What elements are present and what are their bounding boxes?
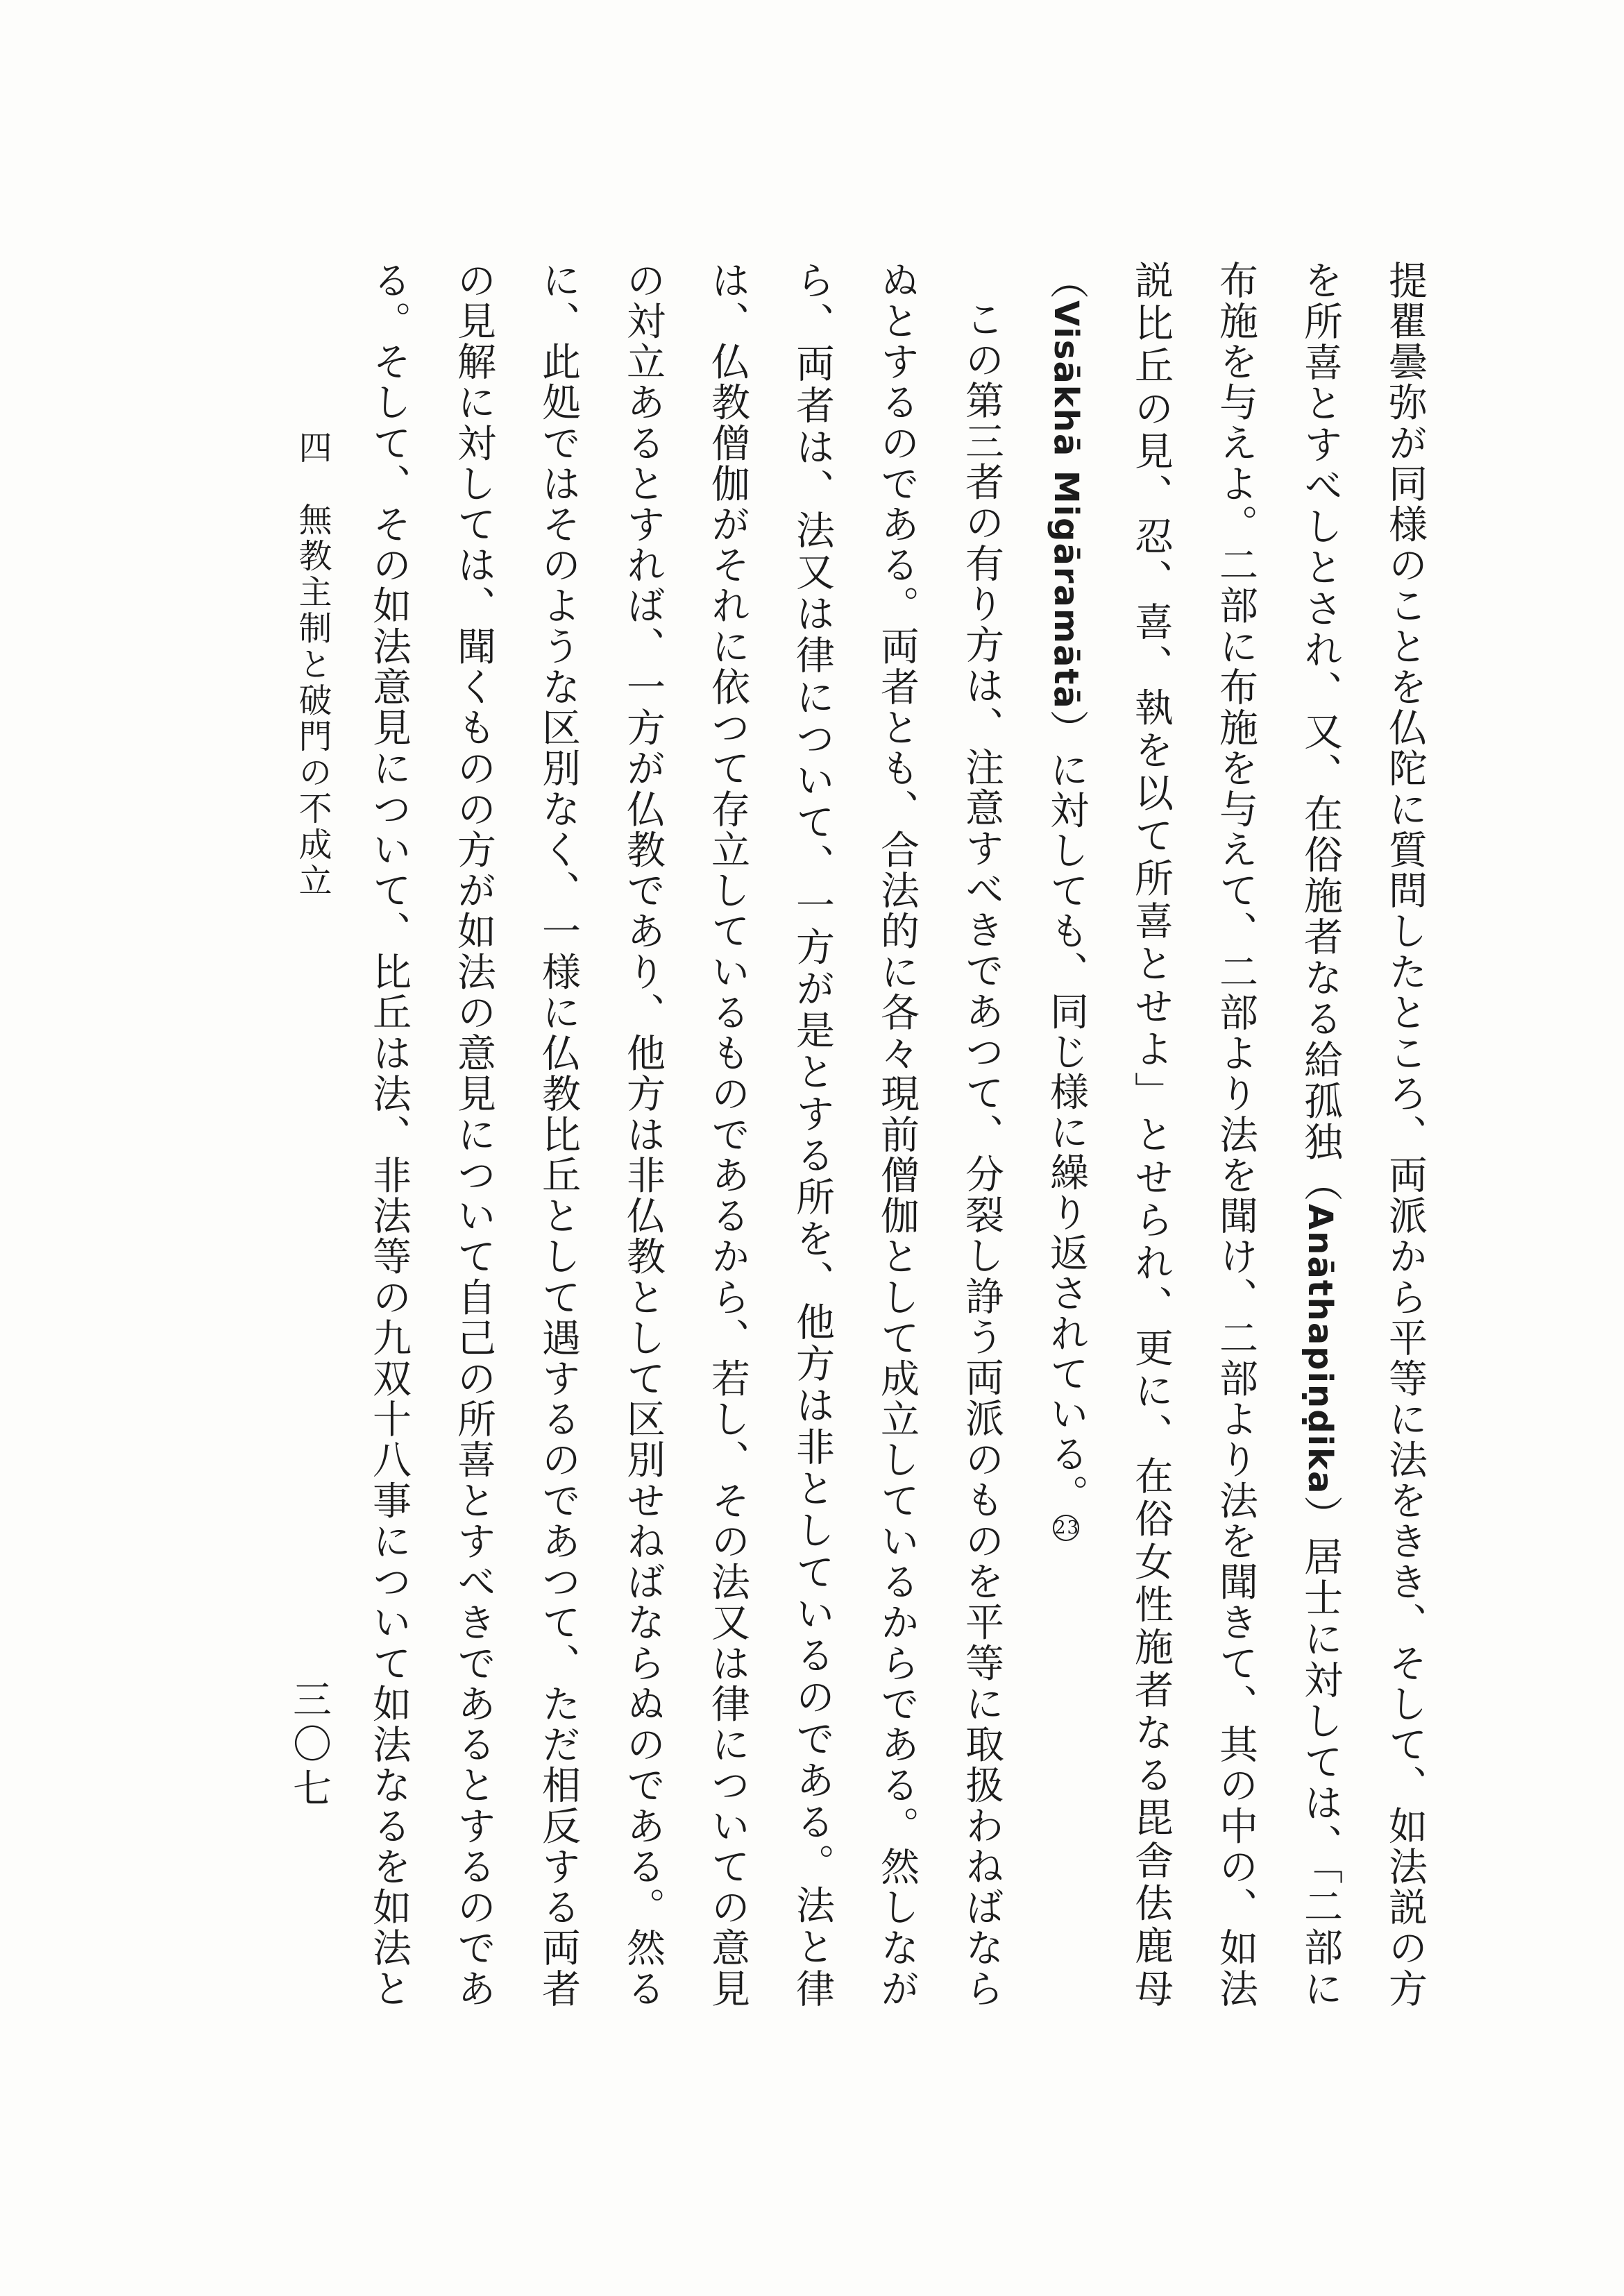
- paragraph-1-text-c: ）に対しても、同じ様に繰り返されている。: [1044, 709, 1089, 1515]
- paragraph-1-text-b: ）居士に対しては、「二部に布施を与えよ。二部に布施を与えて、二部より法を聞け、二部より法を聞きて、其の中の、如法説比丘の見、忍、喜、執を以て所喜とせよ」とせられ、更に、在俗女性施者なる毘舎佉鹿母（: [1044, 260, 1343, 2009]
- footnote-reference[interactable]: 23: [1053, 1515, 1079, 1541]
- page-number: 三〇七: [287, 1679, 332, 1812]
- romanized-name-anathapindika: Anāthapiṇḍika: [1301, 1204, 1339, 1495]
- paragraph-1-text-a: 提瞿曇弥が同様のことを仏陀に質問したところ、両派から平等に法をきき、そして、如法説の方を所喜とすべしとされ、又、在俗施者なる給孤独（: [1298, 260, 1428, 2009]
- body-text: [350, 260, 1447, 2009]
- running-head: 四 無教主制と破門の不成立: [293, 430, 332, 899]
- romanized-name-visakha: Visākhā Migāramātā: [1047, 300, 1085, 710]
- paragraph-2: この第三者の有り方は、注意すべきであつて、分裂し諍う両派のものを平等に取扱わねばならぬとするのである。両者とも、合法的に各々現前僧伽として成立しているからである。然しながら、両者は、法又は律について、一方が是とする所を、他方は非としているのである。法と律は、仏教僧伽がそれに依つて存立しているものであるから、若し、その法又は律についての意見の対立あるとすれば、一方が仏教であり、他方は非仏教として区別せねばならぬのである。然るに、此処ではそのような区別なく、一様に仏教比丘として遇するのであつて、ただ相反する両者の見解に対しては、聞くものの方が如法の意見について自己の所喜とすべきであるとするのである。そして、その如法意見について、比丘は法、非法等の九双十八事について如法なるを如法と: [366, 260, 1004, 2009]
- paragraph-1: [1024, 260, 1447, 2009]
